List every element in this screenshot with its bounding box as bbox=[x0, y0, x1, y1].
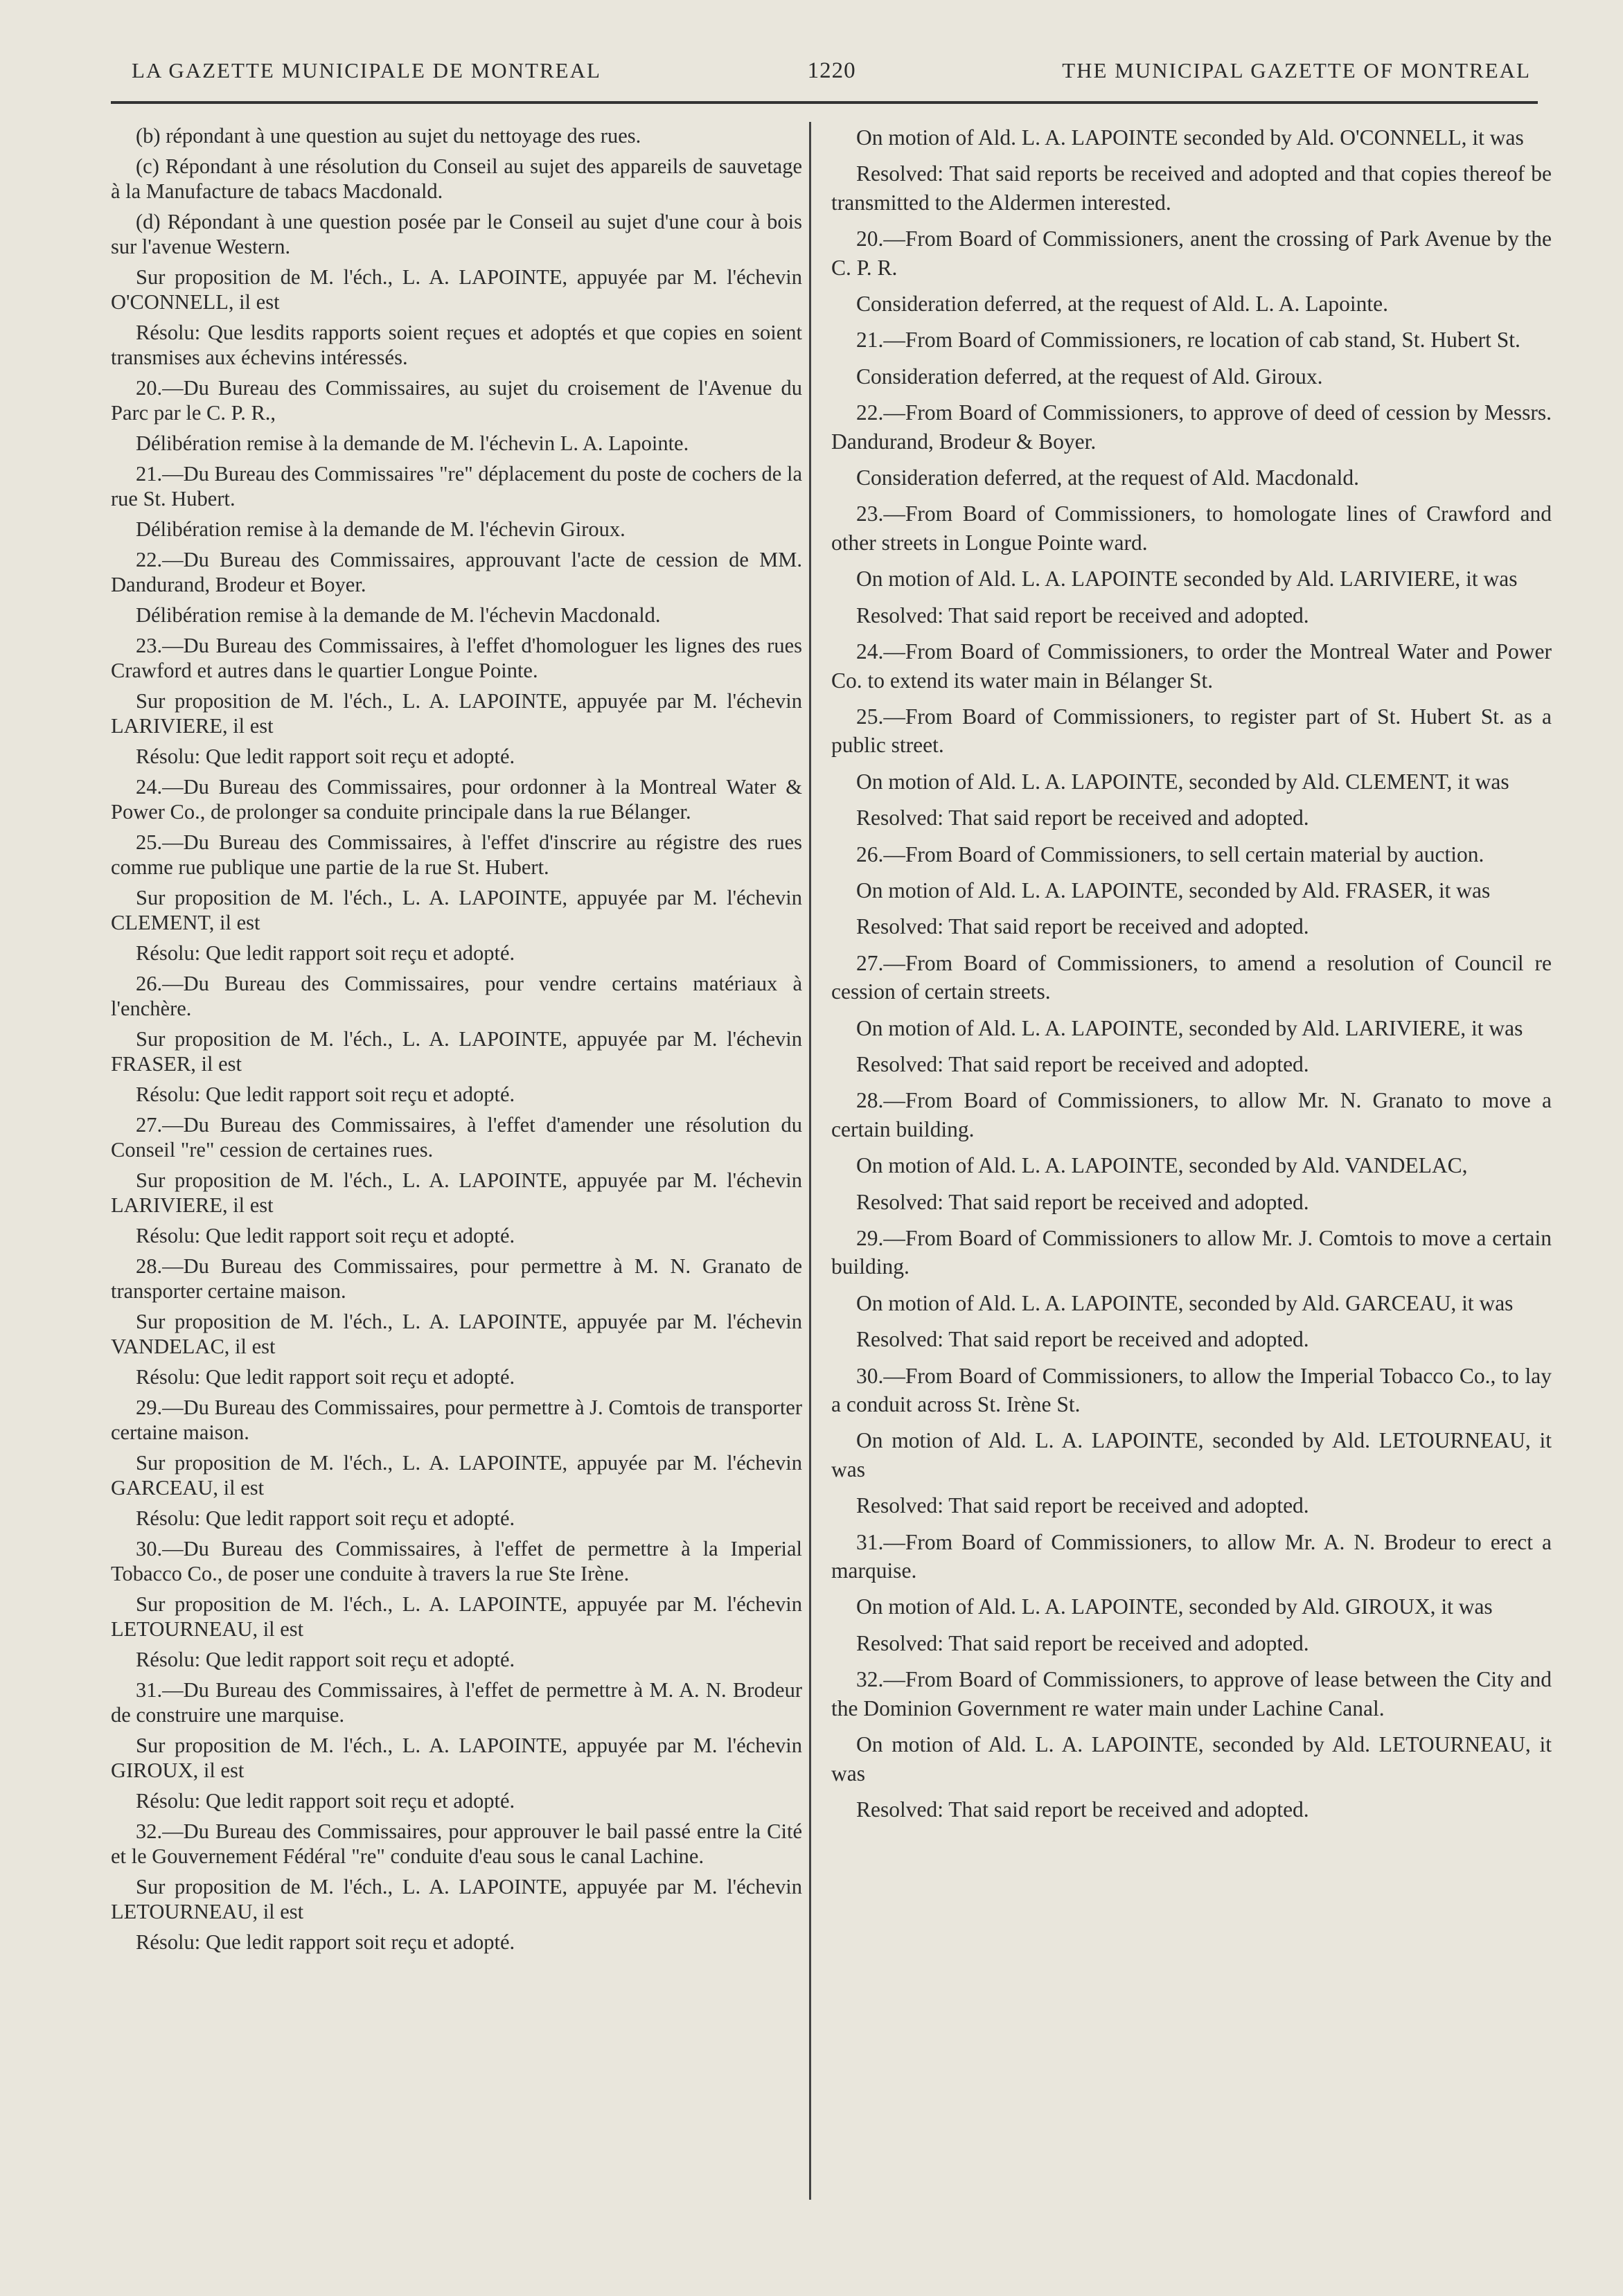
paragraph: 30.—From Board of Commissioners, to allow the Imperial Tobacco Co., to lay a conduit across St. Irène St. bbox=[831, 1363, 1552, 1417]
paragraph: 24.—Du Bureau des Commissaires, pour ordonner à la Montreal Water & Power Co., de prolonger sa conduite principale dans la rue Bélanger. bbox=[111, 775, 802, 824]
paragraph: Consideration deferred, at the request of Ald. L. A. Lapointe. bbox=[856, 292, 1389, 317]
page-number: 1220 bbox=[807, 57, 856, 83]
paragraph: 29.—Du Bureau des Commissaires, pour permettre à J. Comtois de transporter certaine maison. bbox=[111, 1396, 802, 1444]
paragraph: On motion of Ald. L. A. LAPOINTE seconded by Ald. LARIVIERE, it was bbox=[856, 567, 1518, 591]
paragraph: 30.—Du Bureau des Commissaires, à l'effet de permettre à la Imperial Tobacco Co., de poser une conduite à travers la rue Ste Irène. bbox=[111, 1537, 802, 1585]
paragraph: Consideration deferred, at the request of Ald. Macdonald. bbox=[856, 465, 1360, 490]
paragraph: Résolu: Que ledit rapport soit reçu et adopté. bbox=[136, 1930, 515, 1954]
paragraph: Sur proposition de M. l'éch., L. A. LAPOINTE, appuyée par M. l'échevin LETOURNEAU, il est bbox=[111, 1592, 802, 1641]
paragraph: On motion of Ald. L. A. LAPOINTE, seconded by Ald. FRASER, it was bbox=[856, 878, 1491, 902]
paragraph: 21.—Du Bureau des Commissaires "re" déplacement du poste de cochers de la rue St. Hubert. bbox=[111, 462, 802, 510]
paragraph: Délibération remise à la demande de M. l'échevin Macdonald. bbox=[136, 603, 661, 627]
paragraph: Resolved: That said report be received and adopted. bbox=[856, 1630, 1309, 1655]
paragraph: 22.—From Board of Commissioners, to approve of deed of cession by Messrs. Dandurand, Brodeur & Boyer. bbox=[831, 400, 1552, 454]
paragraph: 26.—Du Bureau des Commissaires, pour vendre certains matériaux à l'enchère. bbox=[111, 972, 802, 1020]
paragraph: 21.—From Board of Commissioners, re location of cab stand, St. Hubert St. bbox=[856, 328, 1520, 353]
paragraph: Sur proposition de M. l'éch., L. A. LAPOINTE, appuyée par M. l'échevin O'CONNELL, il est bbox=[111, 265, 802, 314]
header-english-title: THE MUNICIPAL GAZETTE OF MONTREAL bbox=[1062, 58, 1531, 82]
paragraph: (c) Répondant à une résolution du Conseil au sujet des appareils de sauvetage à la Manufacture de tabacs Macdonald. bbox=[111, 154, 802, 203]
paragraph: 28.—From Board of Commissioners, to allow Mr. N. Granato to move a certain building. bbox=[831, 1088, 1552, 1141]
paragraph: Sur proposition de M. l'éch., L. A. LAPOINTE, appuyée par M. l'échevin GIROUX, il est bbox=[111, 1734, 802, 1782]
paragraph: Sur proposition de M. l'éch., L. A. LAPOINTE, appuyée par M. l'échevin FRASER, il est bbox=[111, 1027, 802, 1076]
paragraph: On motion of Ald. L. A. LAPOINTE seconded by Ald. O'CONNELL, it was bbox=[856, 125, 1524, 150]
paragraph: Sur proposition de M. l'éch., L. A. LAPOINTE, appuyée par M. l'échevin GARCEAU, il est bbox=[111, 1451, 802, 1499]
header-rule bbox=[111, 101, 1538, 104]
paragraph: 31.—Du Bureau des Commissaires, à l'effet de permettre à M. A. N. Brodeur de construire une marquise. bbox=[111, 1678, 802, 1727]
paragraph: 23.—Du Bureau des Commissaires, à l'effet d'homologuer les lignes des rues Crawford et autres dans le quartier Longue Pointe. bbox=[111, 634, 802, 682]
paragraph: On motion of Ald. L. A. LAPOINTE, seconded by Ald. LETOURNEAU, it was bbox=[831, 1428, 1552, 1481]
paragraph: 20.—Du Bureau des Commissaires, au sujet du croisement de l'Avenue du Parc par le C. P. R., bbox=[111, 376, 802, 425]
paragraph: Résolu: Que ledit rapport soit reçu et adopté. bbox=[136, 1648, 515, 1671]
paragraph: On motion of Ald. L. A. LAPOINTE, seconded by Ald. GIROUX, it was bbox=[856, 1594, 1493, 1619]
paragraph: 32.—From Board of Commissioners, to approve of lease between the City and the Dominion Government re water main under Lachine Canal. bbox=[831, 1667, 1552, 1720]
paragraph: Résolu: Que ledit rapport soit reçu et adopté. bbox=[136, 941, 515, 965]
paragraph: Sur proposition de M. l'éch., L. A. LAPOINTE, appuyée par M. l'échevin LETOURNEAU, il est bbox=[111, 1875, 802, 1923]
paragraph: Résolu: Que ledit rapport soit reçu et adopté. bbox=[136, 1506, 515, 1530]
paragraph: Resolved: That said report be received and adopted. bbox=[856, 1051, 1309, 1076]
paragraph: Résolu: Que ledit rapport soit reçu et adopté. bbox=[136, 1789, 515, 1813]
paragraph: 32.—Du Bureau des Commissaires, pour approuver le bail passé entre la Cité et le Gouvernement Fédéral "re" conduite d'eau sous le canal Lachine. bbox=[111, 1819, 802, 1868]
paragraph: Resolved: That said reports be received and adopted and that copies thereof be transmitted to the Aldermen interested. bbox=[831, 161, 1552, 215]
paragraph: 31.—From Board of Commissioners, to allow Mr. A. N. Brodeur to erect a marquise. bbox=[831, 1529, 1552, 1583]
paragraph: 24.—From Board of Commissioners, to order the Montreal Water and Power Co. to extend its water main in Bélanger St. bbox=[831, 639, 1552, 693]
paragraph: 26.—From Board of Commissioners, to sell certain material by auction. bbox=[856, 842, 1484, 866]
paragraph: Resolved: That said report be received and adopted. bbox=[856, 1327, 1309, 1352]
paragraph: 22.—Du Bureau des Commissaires, approuvant l'acte de cession de MM. Dandurand, Brodeur et Boyer. bbox=[111, 548, 802, 596]
paragraph: On motion of Ald. L. A. LAPOINTE, seconded by Ald. LETOURNEAU, it was bbox=[831, 1732, 1552, 1786]
paragraph: Délibération remise à la demande de M. l'échevin L. A. Lapointe. bbox=[136, 431, 689, 455]
paragraph: Résolu: Que ledit rapport soit reçu et adopté. bbox=[136, 1083, 515, 1106]
paragraph: 20.—From Board of Commissioners, anent the crossing of Park Avenue by the C. P. R. bbox=[831, 226, 1552, 280]
paragraph: Sur proposition de M. l'éch., L. A. LAPOINTE, appuyée par M. l'échevin CLEMENT, il est bbox=[111, 886, 802, 934]
paragraph: 29.—From Board of Commissioners to allow Mr. J. Comtois to move a certain building. bbox=[831, 1226, 1552, 1279]
running-header bbox=[132, 54, 1531, 87]
french-column bbox=[111, 123, 802, 1960]
paragraph: (d) Répondant à une question posée par le Conseil au sujet d'une cour à bois sur l'avenue Western. bbox=[111, 210, 802, 258]
paragraph: Resolved: That said report be received and adopted. bbox=[856, 1493, 1309, 1518]
paragraph: Resolved: That said report be received and adopted. bbox=[856, 1189, 1309, 1214]
paragraph: On motion of Ald. L. A. LAPOINTE, seconded by Ald. CLEMENT, it was bbox=[856, 769, 1509, 794]
paragraph: 25.—Du Bureau des Commissaires, à l'effet d'inscrire au régistre des rues comme rue publique une partie de la rue St. Hubert. bbox=[111, 830, 802, 879]
paragraph: Resolved: That said report be received and adopted. bbox=[856, 806, 1309, 830]
paragraph: Sur proposition de M. l'éch., L. A. LAPOINTE, appuyée par M. l'échevin LARIVIERE, il est bbox=[111, 689, 802, 738]
paragraph: (b) répondant à une question au sujet du nettoyage des rues. bbox=[136, 124, 641, 148]
paragraph: Sur proposition de M. l'éch., L. A. LAPOINTE, appuyée par M. l'échevin LARIVIERE, il est bbox=[111, 1168, 802, 1217]
paragraph: Resolved: That said report be received and adopted. bbox=[856, 914, 1309, 939]
paragraph: 25.—From Board of Commissioners, to register part of St. Hubert St. as a public street. bbox=[831, 704, 1552, 758]
paragraph: Resolved: That said report be received and adopted. bbox=[856, 603, 1309, 628]
header-french-title: LA GAZETTE MUNICIPALE DE MONTREAL bbox=[132, 58, 601, 82]
paragraph: On motion of Ald. L. A. LAPOINTE, seconded by Ald. VANDELAC, bbox=[856, 1153, 1468, 1178]
paragraph: Résolu: Que ledit rapport soit reçu et adopté. bbox=[136, 1365, 515, 1389]
paragraph: Résolu: Que ledit rapport soit reçu et adopté. bbox=[136, 1224, 515, 1247]
paragraph: Résolu: Que ledit rapport soit reçu et adopté. bbox=[136, 745, 515, 768]
english-column bbox=[831, 123, 1552, 1831]
column-divider bbox=[809, 122, 811, 2200]
paragraph: 27.—Du Bureau des Commissaires, à l'effet d'amender une résolution du Conseil "re" cession de certaines rues. bbox=[111, 1113, 802, 1162]
paragraph: Resolved: That said report be received and adopted. bbox=[856, 1797, 1309, 1822]
paragraph: 27.—From Board of Commissioners, to amend a resolution of Council re cession of certain streets. bbox=[831, 950, 1552, 1004]
paragraph: Résolu: Que lesdits rapports soient reçues et adoptés et que copies en soient transmises aux échevins intéressés. bbox=[111, 321, 802, 369]
paragraph: On motion of Ald. L. A. LAPOINTE, seconded by Ald. GARCEAU, it was bbox=[856, 1290, 1514, 1315]
paragraph: On motion of Ald. L. A. LAPOINTE, seconded by Ald. LARIVIERE, it was bbox=[856, 1015, 1523, 1040]
paragraph: Délibération remise à la demande de M. l'échevin Giroux. bbox=[136, 517, 626, 541]
paragraph: Consideration deferred, at the request of Ald. Giroux. bbox=[856, 364, 1323, 389]
paragraph: 28.—Du Bureau des Commissaires, pour permettre à M. N. Granato de transporter certaine maison. bbox=[111, 1254, 802, 1303]
paragraph: 23.—From Board of Commissioners, to homologate lines of Crawford and other streets in Longue Pointe ward. bbox=[831, 501, 1552, 555]
paragraph: Sur proposition de M. l'éch., L. A. LAPOINTE, appuyée par M. l'échevin VANDELAC, il est bbox=[111, 1310, 802, 1358]
